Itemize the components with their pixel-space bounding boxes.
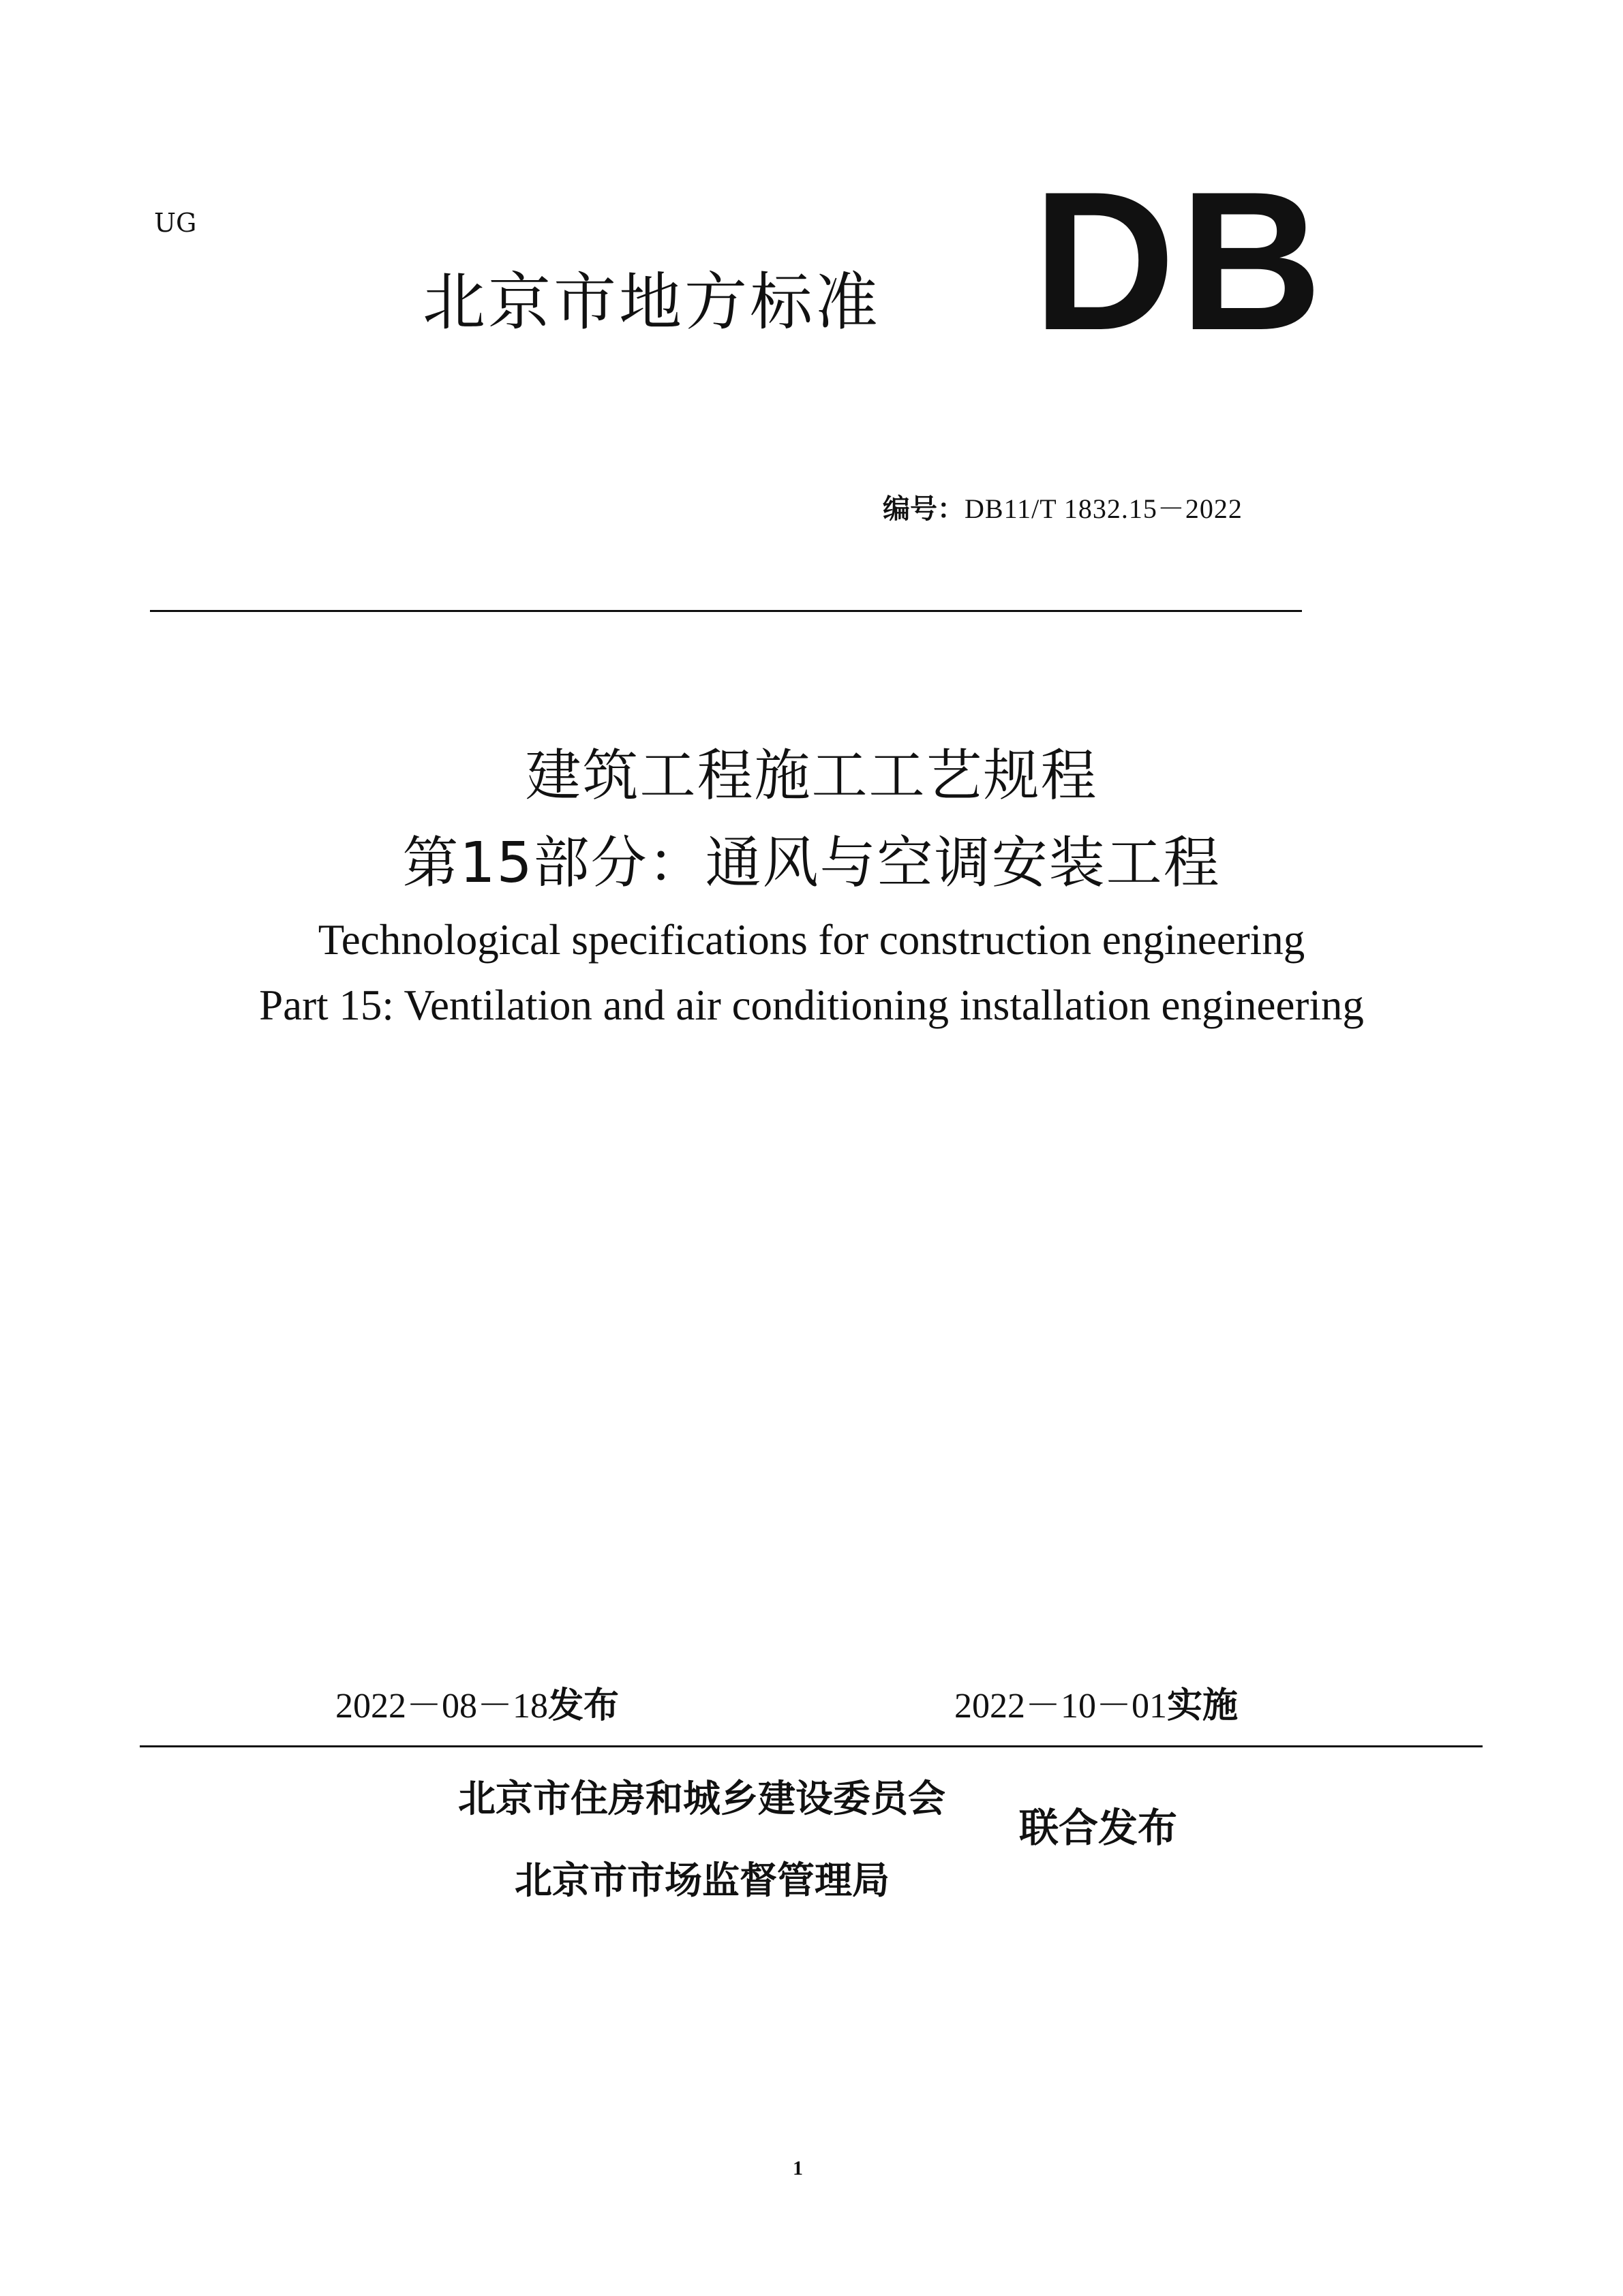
issuer-org-1: 北京市住房和城乡建设委员会: [458, 1777, 946, 1820]
title-en-line2: Part 15: Ventilation and air conditioning installation engineering: [259, 981, 1364, 1029]
code-prefix: UG: [154, 208, 197, 238]
standard-mark: DB: [1033, 151, 1326, 371]
standard-number-label: 编号：: [883, 493, 965, 525]
publication-type: 北京市地方标准: [423, 266, 881, 339]
title-cn-line2: 第15部分：通风与空调安装工程: [402, 831, 1221, 896]
implement-date-value: 2022－10－01: [954, 1687, 1168, 1726]
title-block: [0, 733, 1623, 1038]
title-cn-line1: 建筑工程施工工艺规程: [525, 744, 1098, 808]
issue-date: [335, 1677, 619, 1728]
page-number: 1: [793, 2157, 803, 2179]
issue-date-suffix: 发布: [548, 1685, 620, 1726]
standard-number: [883, 487, 1243, 526]
joint-issue-label: 联合发布: [1019, 1805, 1178, 1851]
implement-date-suffix: 实施: [1167, 1685, 1239, 1726]
implement-date: [954, 1677, 1238, 1728]
standard-number-value: DB11/T 1832.15－2022: [965, 493, 1243, 524]
bottom-divider: [140, 1745, 1483, 1747]
top-divider: [150, 610, 1302, 612]
issue-date-value: 2022－08－18: [335, 1687, 549, 1726]
title-en-line1: Technological specifications for construction engineering: [318, 916, 1305, 964]
issuer-org-2: 北京市市场监督管理局: [515, 1858, 890, 1902]
